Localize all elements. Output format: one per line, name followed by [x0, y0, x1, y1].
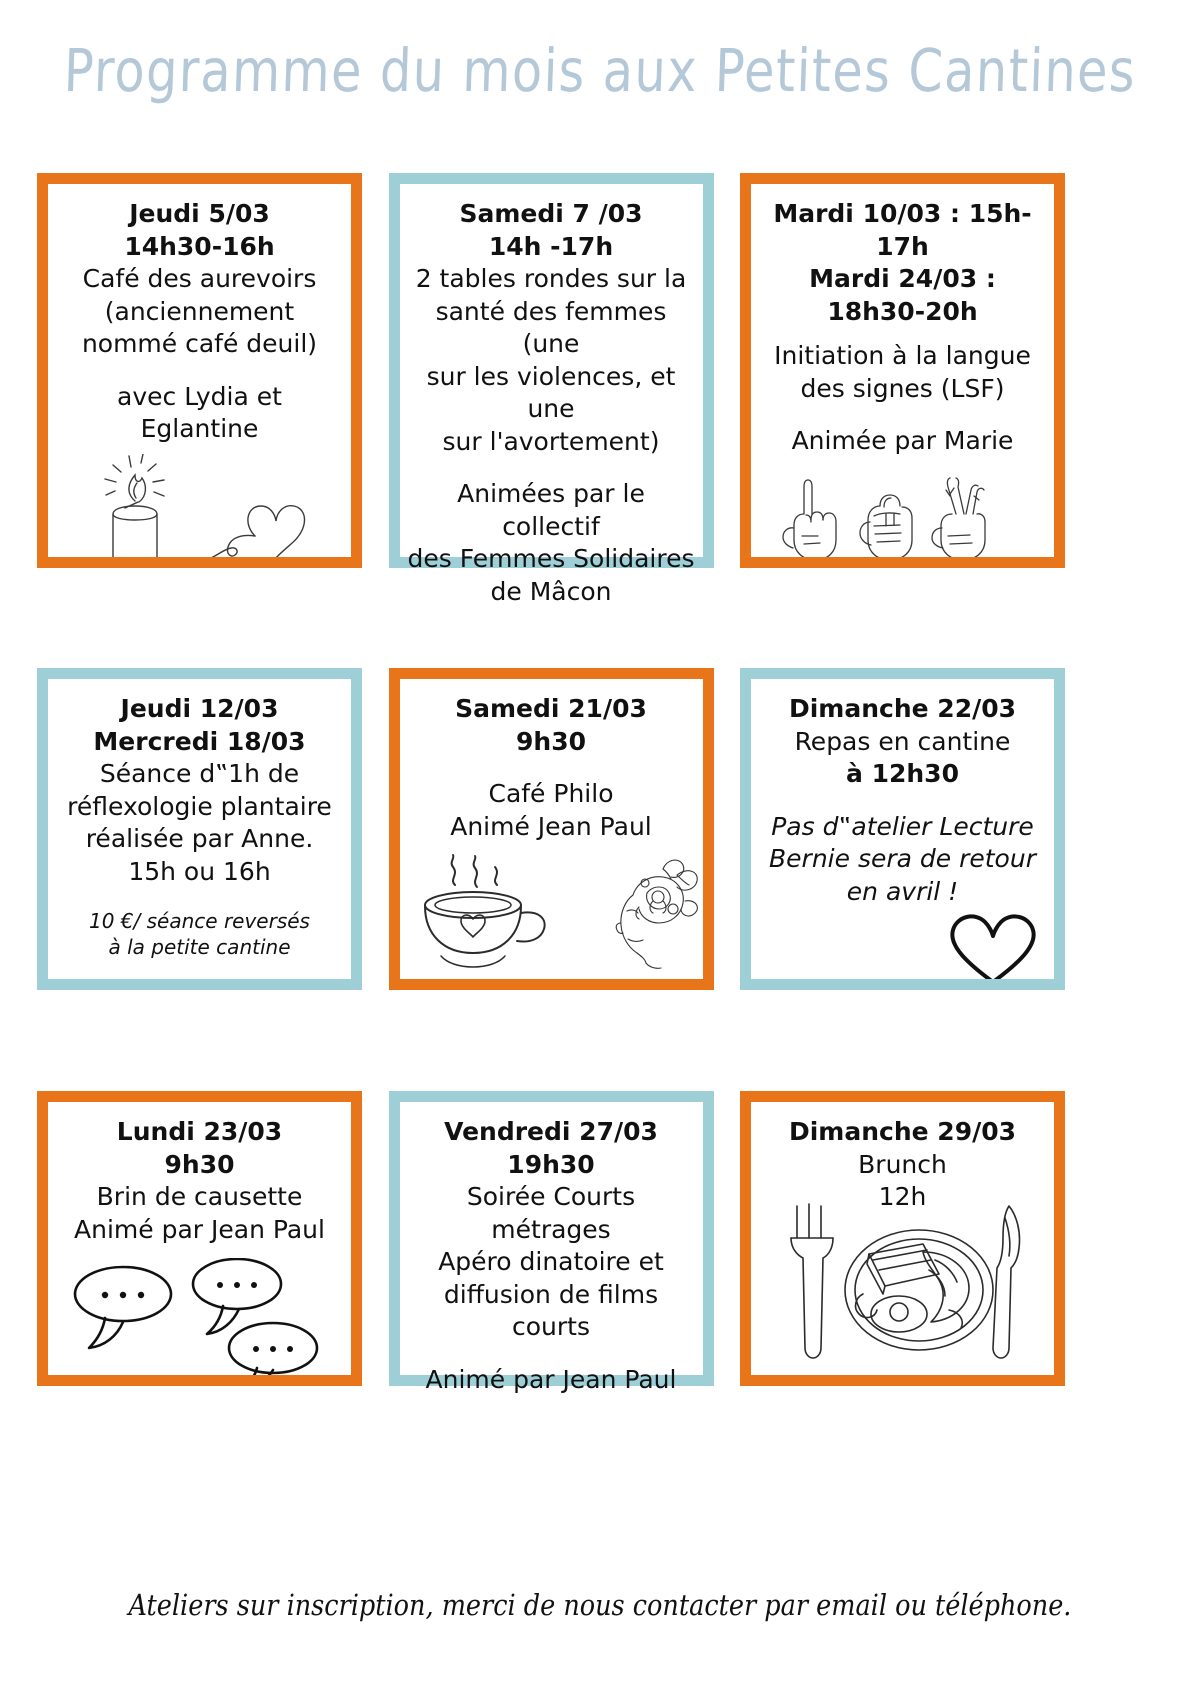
event-detail: Brunch	[858, 1149, 947, 1179]
event-host: Animé par Jean Paul	[74, 1214, 325, 1244]
event-date: Vendredi 27/03	[444, 1117, 658, 1146]
spacer	[56, 888, 343, 908]
event-note: en avril !	[846, 876, 959, 906]
event-time: 18h30-20h	[827, 296, 978, 326]
event-detail: des signes (LSF)	[800, 373, 1005, 403]
event-time: 15h ou 16h	[128, 856, 271, 886]
event-time: 12h	[878, 1182, 927, 1211]
spacer	[408, 758, 695, 778]
event-detail: Café Philo	[488, 779, 614, 808]
event-card-samedi-7-03[interactable]	[389, 173, 714, 606]
event-date: Jeudi 12/03	[120, 694, 279, 723]
event-host: des Femmes Solidaires	[407, 544, 695, 573]
spacer	[759, 405, 1046, 425]
event-time: 14h -17h	[488, 231, 614, 261]
event-host: Animé par Jean Paul	[425, 1364, 677, 1394]
event-date: Mardi 10/03 : 15h-17h	[773, 199, 1032, 261]
event-detail: Soirée Courts métrages	[466, 1182, 636, 1244]
event-card-text	[400, 679, 703, 849]
spacer	[759, 328, 1046, 340]
brunch-plate-cutlery-icon	[773, 1198, 1033, 1372]
event-card-text	[400, 184, 703, 614]
event-card-mardi-10-24-03[interactable]	[740, 173, 1065, 568]
event-price: 10 €/ séance reversés	[89, 909, 310, 933]
spacer	[408, 458, 695, 478]
spacer	[408, 1344, 695, 1364]
event-card-jeudi-12-mercredi-18-03[interactable]	[37, 668, 362, 990]
event-detail: Repas en cantine	[794, 726, 1011, 756]
event-host: Animée par Marie	[791, 426, 1014, 455]
program-row	[37, 1091, 1065, 1394]
event-detail: Brin de causette	[96, 1182, 303, 1211]
event-card-text	[48, 1102, 351, 1252]
event-date: Samedi 7 /03	[459, 199, 643, 228]
event-time: 19h30	[507, 1149, 595, 1179]
event-detail: nommé café deuil)	[81, 329, 318, 358]
event-date: Mardi 24/03 :	[809, 264, 996, 293]
event-price: à la petite cantine	[108, 935, 291, 959]
event-host: de Mâcon	[490, 576, 612, 606]
event-note: Bernie sera de retour	[769, 844, 1036, 873]
event-time: 9h30	[164, 1149, 235, 1179]
candle-heart-icon	[48, 454, 351, 558]
event-card-dimanche-22-03[interactable]	[740, 668, 1065, 990]
program-row	[37, 668, 1065, 990]
event-date: Lundi 23/03	[116, 1117, 283, 1146]
event-detail: réalisée par Anne.	[85, 824, 314, 853]
event-host: Animées par le collectif	[457, 479, 645, 541]
event-detail: 2 tables rondes sur la	[415, 264, 687, 293]
coffee-cup-and-flower-face-icon	[400, 853, 703, 979]
event-detail: Café des aurevoirs	[82, 264, 317, 293]
event-date: Samedi 21/03	[455, 694, 647, 723]
event-time: à 12h30	[846, 759, 959, 788]
event-host: avec Lydia et Eglantine	[117, 381, 282, 443]
event-card-samedi-21-03[interactable]	[389, 668, 714, 990]
footer-note: Ateliers sur inscription, merci de nous contacter par email ou téléphone.	[128, 1588, 1072, 1622]
page-title: Programme du mois aux Petites Cantines	[62, 36, 1138, 105]
sign-language-hands-icon	[751, 470, 1054, 558]
event-date: Dimanche 29/03	[788, 1117, 1017, 1146]
event-detail: Initiation à la langue	[774, 341, 1031, 370]
event-detail: diffusion de films courts	[443, 1279, 659, 1341]
spacer	[759, 791, 1046, 811]
event-host: Animé Jean Paul	[450, 811, 652, 841]
event-card-text	[751, 679, 1054, 914]
event-card-text	[400, 1102, 703, 1402]
event-card-text	[751, 1102, 1054, 1220]
event-date: Dimanche 22/03	[788, 694, 1017, 723]
event-card-dimanche-29-03[interactable]	[740, 1091, 1065, 1386]
heart-icon	[738, 910, 1067, 979]
speech-bubbles-icon	[48, 1258, 351, 1375]
spacer	[56, 361, 343, 381]
event-note: Pas d‟atelier Lecture	[771, 811, 1034, 841]
event-time: 14h30-16h	[124, 231, 275, 261]
event-card-text	[48, 184, 351, 452]
event-detail: sur l'avortement)	[442, 426, 660, 456]
event-card-jeudi-5-03[interactable]	[37, 173, 362, 568]
event-date: Mercredi 18/03	[93, 726, 306, 756]
event-card-lundi-23-03[interactable]	[37, 1091, 362, 1386]
event-detail: réflexologie plantaire	[67, 791, 332, 821]
program-grid	[37, 173, 1065, 1394]
event-detail: Apéro dinatoire et	[438, 1247, 664, 1276]
event-date: Jeudi 5/03	[129, 199, 270, 228]
event-card-text	[751, 184, 1054, 464]
event-time: 9h30	[516, 726, 586, 756]
event-card-text	[48, 679, 351, 966]
event-detail: (anciennement	[104, 296, 295, 326]
event-detail: sur les violences, et une	[426, 361, 676, 423]
event-detail: santé des femmes (une	[435, 296, 667, 358]
event-card-vendredi-27-03[interactable]	[389, 1091, 714, 1394]
program-row	[37, 173, 1065, 606]
event-detail: Séance d‟1h de	[99, 759, 300, 788]
